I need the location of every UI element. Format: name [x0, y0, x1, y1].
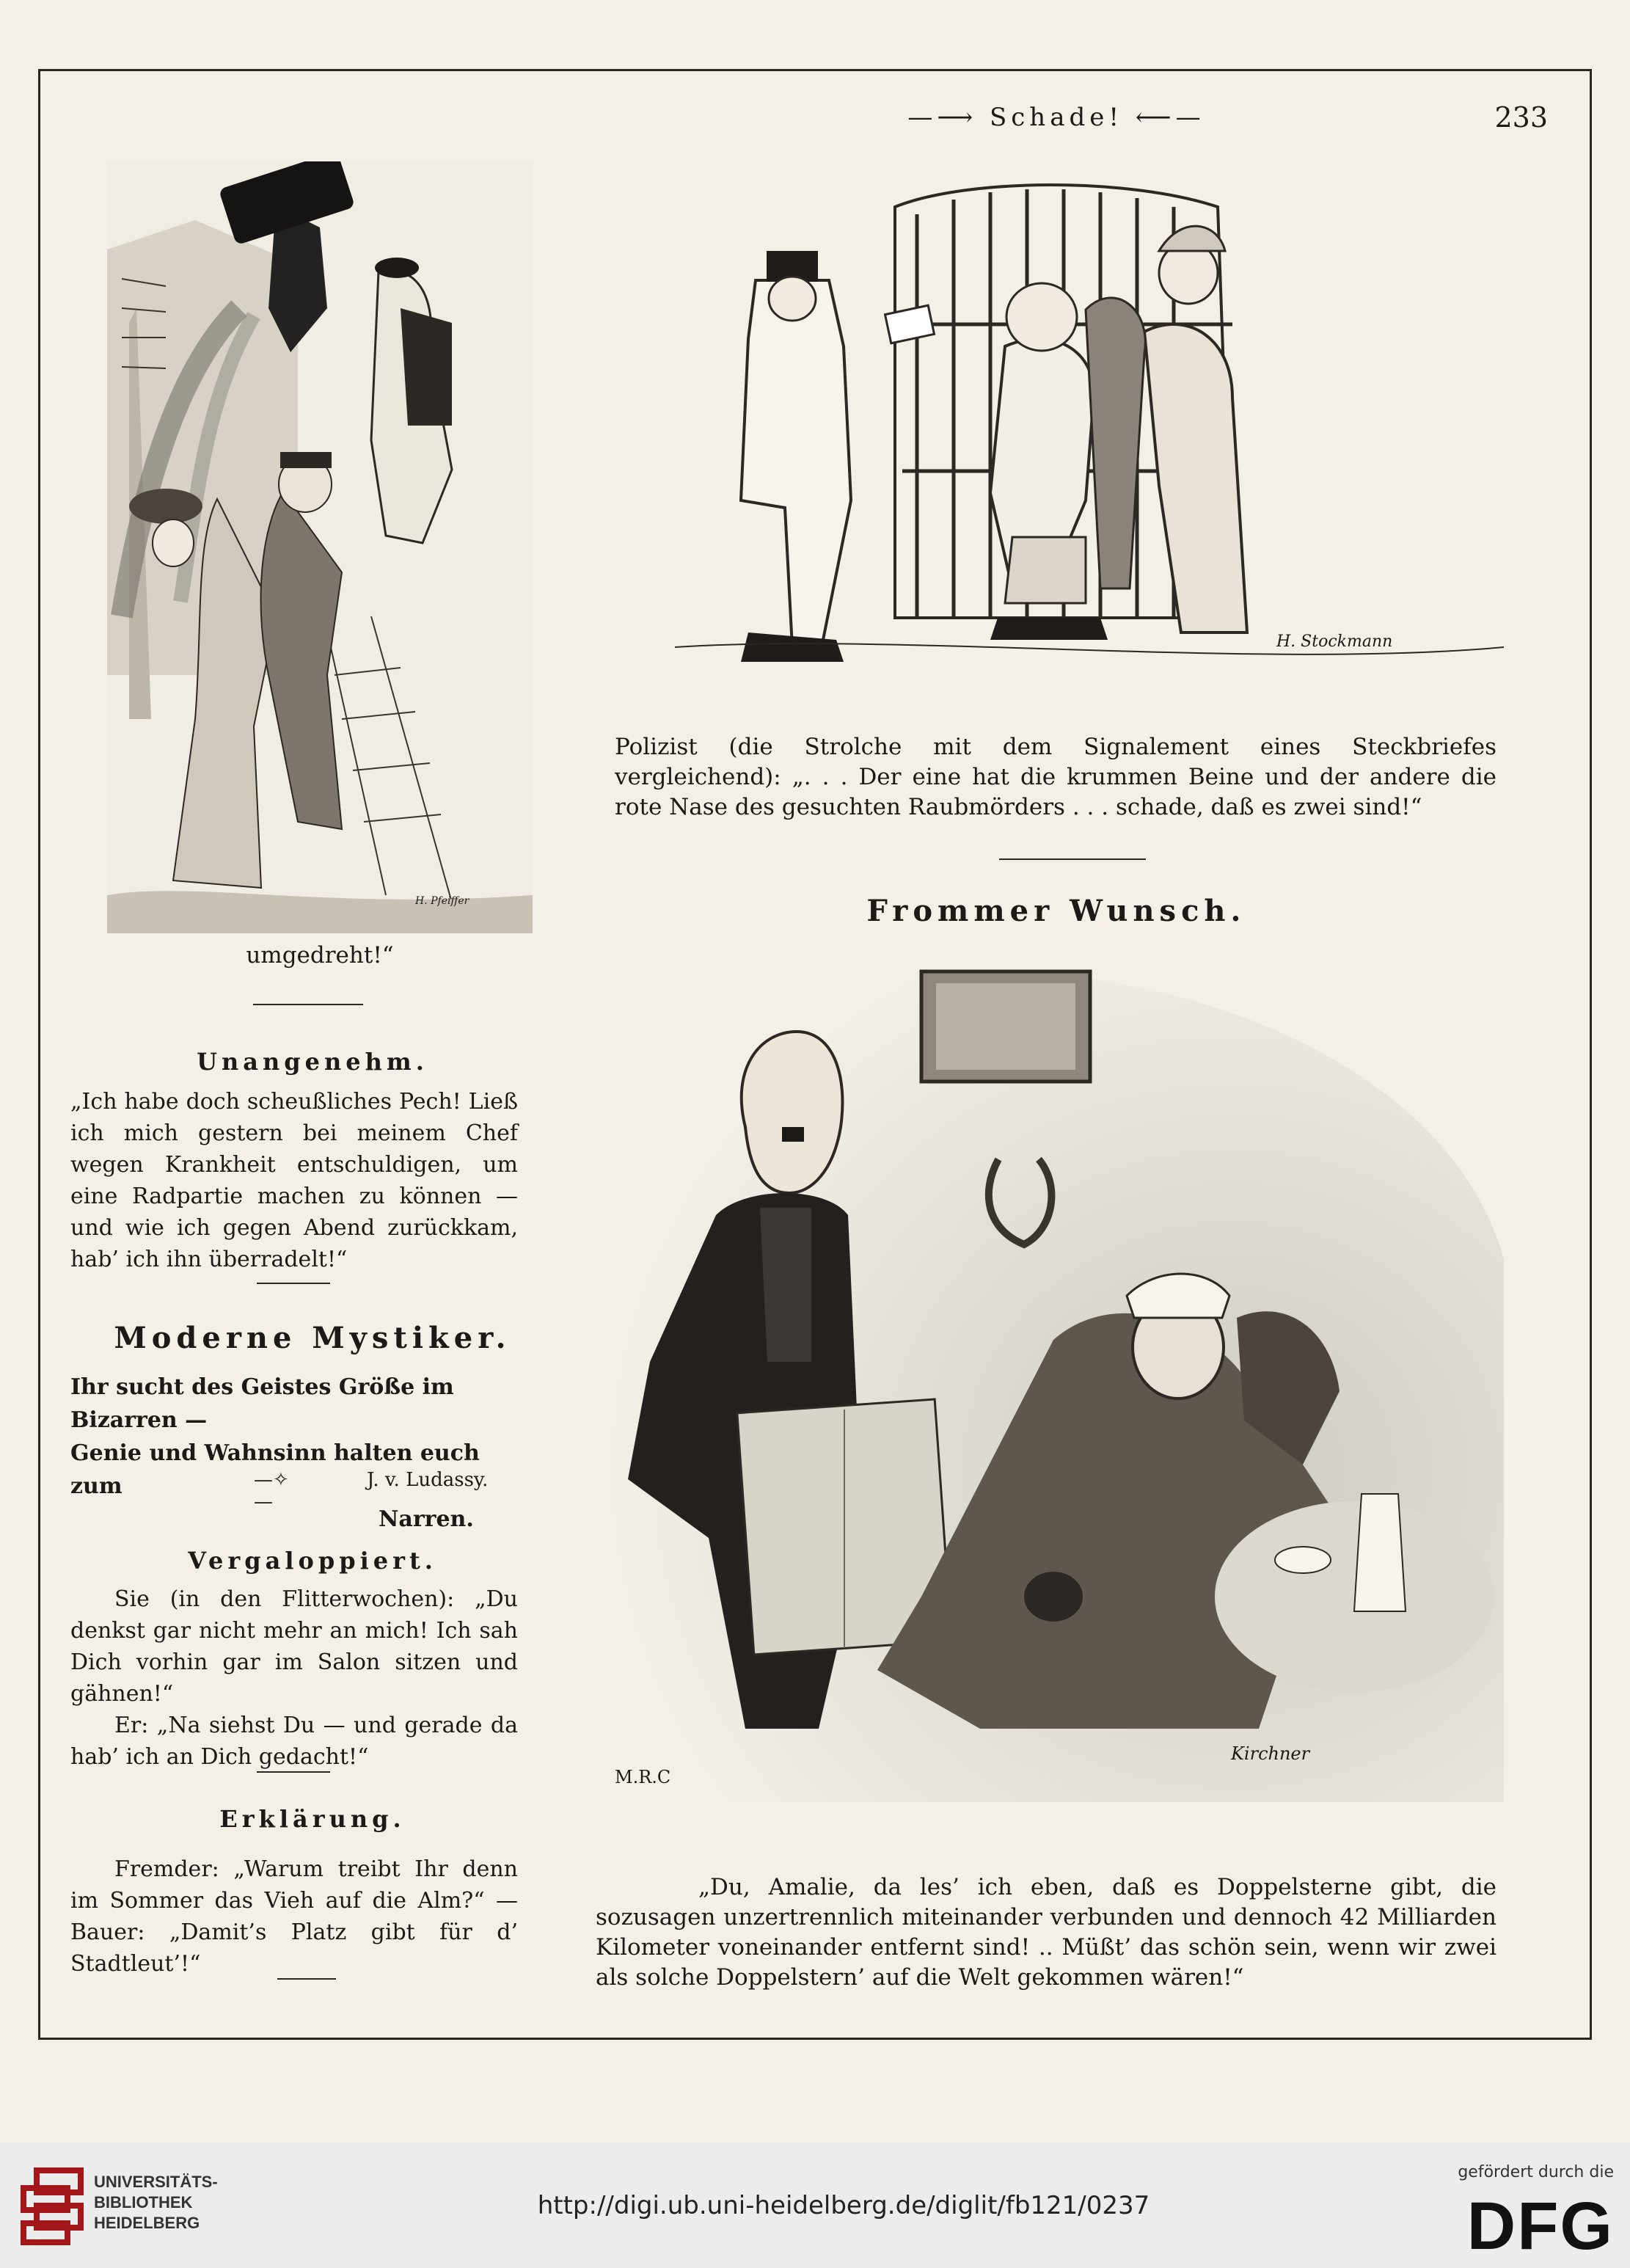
ub-heidelberg-logo-icon [15, 2166, 88, 2245]
divider [257, 1771, 330, 1773]
cartoon-window-signature: H. Pfeiffer [415, 895, 469, 907]
library-name-line-3: HEIDELBERG [94, 2214, 200, 2232]
vergaloppiert-para-2: Er: „Na siehst Du — und gerade da hab’ ich an Dich gedacht!“ [70, 1713, 518, 1770]
mystiker-line-1: Ihr sucht des Geistes Größe im Bizarren — [70, 1374, 454, 1433]
mystiker-poem [70, 1371, 533, 1536]
dfg-logo: DFG [1466, 2189, 1614, 2264]
cartoon-police-signature: H. Stockmann [1276, 632, 1393, 651]
mystiker-line-3: Narren. [379, 1506, 474, 1532]
running-title: —⟶ Schade! ⟵— [907, 103, 1205, 132]
wunsch-title: Frommer Wunsch. [866, 894, 1246, 928]
wunsch-illustration [599, 951, 1504, 1802]
mystiker-author: J. v. Ludassy. [367, 1469, 489, 1491]
cartoon-window-illustration [107, 161, 533, 933]
divider [277, 1978, 336, 1980]
vergaloppiert-title: Vergaloppiert. [188, 1547, 437, 1575]
erklaerung-text: Fremder: „Warum treibt Ihr denn im Sommer das Vieh auf die Alm?“ — Bauer: „Damit’s Platz gibt für d’ Stadtleut’!“ [70, 1856, 518, 1977]
cartoon-police-caption: Polizist (die Strolche mit dem Signalement eines Steckbriefes vergleichend): „. . . Der eine hat die krummen Beine und der andere die rote Nase des gesuchten Raubmörders . . . schade, daß es zwei sind!“ [615, 734, 1496, 820]
mystiker-title: Moderne Mystiker. [114, 1321, 511, 1355]
divider [253, 1004, 363, 1005]
digitization-footer [0, 2143, 1630, 2268]
permalink-url[interactable]: http://digi.ub.uni-heidelberg.de/diglit/fb121/0237 [537, 2191, 1150, 2220]
vergaloppiert-text [70, 1583, 518, 1773]
mystiker-line-2: Genie und Wahnsinn halten euch zum [70, 1440, 480, 1499]
library-name [94, 2172, 270, 2234]
vergaloppiert-para-1: Sie (in den Flitterwochen): „Du denkst gar nicht mehr an mich! Ich sah Dich vorhin gar im Salon sitzen und gähnen!“ [70, 1586, 518, 1707]
unangenehm-title: Unangenehm. [197, 1048, 428, 1076]
wunsch-caption: „Du, Amalie, da les’ ich eben, daß es Doppelsterne gibt, die sozusagen unzertrennlich miteinander verbunden und dennoch 42 Milliarden Kilometer voneinander entfernt sind! .. Müßt’ das schön sein, wenn wir zwei als solche Doppelstern’ auf die Welt gekommen wären!“ [596, 1874, 1496, 1991]
cartoon-window-caption: umgedreht!“ [246, 942, 394, 969]
cartoon-police-illustration [675, 163, 1504, 684]
divider [999, 858, 1146, 860]
ornament-icon: —✧— [254, 1469, 289, 1513]
wunsch-signature-left: M.R.C [615, 1767, 671, 1787]
page-number: 233 [1494, 101, 1548, 134]
erklaerung-title: Erklärung. [219, 1805, 406, 1833]
library-name-line-1: UNIVERSITÄTS- [94, 2173, 218, 2191]
wunsch-signature-right: Kirchner [1231, 1743, 1310, 1764]
funding-note: gefördert durch die [1458, 2163, 1614, 2181]
divider [257, 1283, 330, 1284]
unangenehm-text: „Ich habe doch scheußliches Pech! Ließ ich mich gestern bei meinem Chef wegen Krankheit entschuldigen, um eine Radpartie machen zu können — und wie ich gegen Abend zurückkam, hab’ ich ihn überradelt!“ [70, 1089, 518, 1272]
library-name-line-2: BIBLIOTHEK [94, 2193, 193, 2212]
